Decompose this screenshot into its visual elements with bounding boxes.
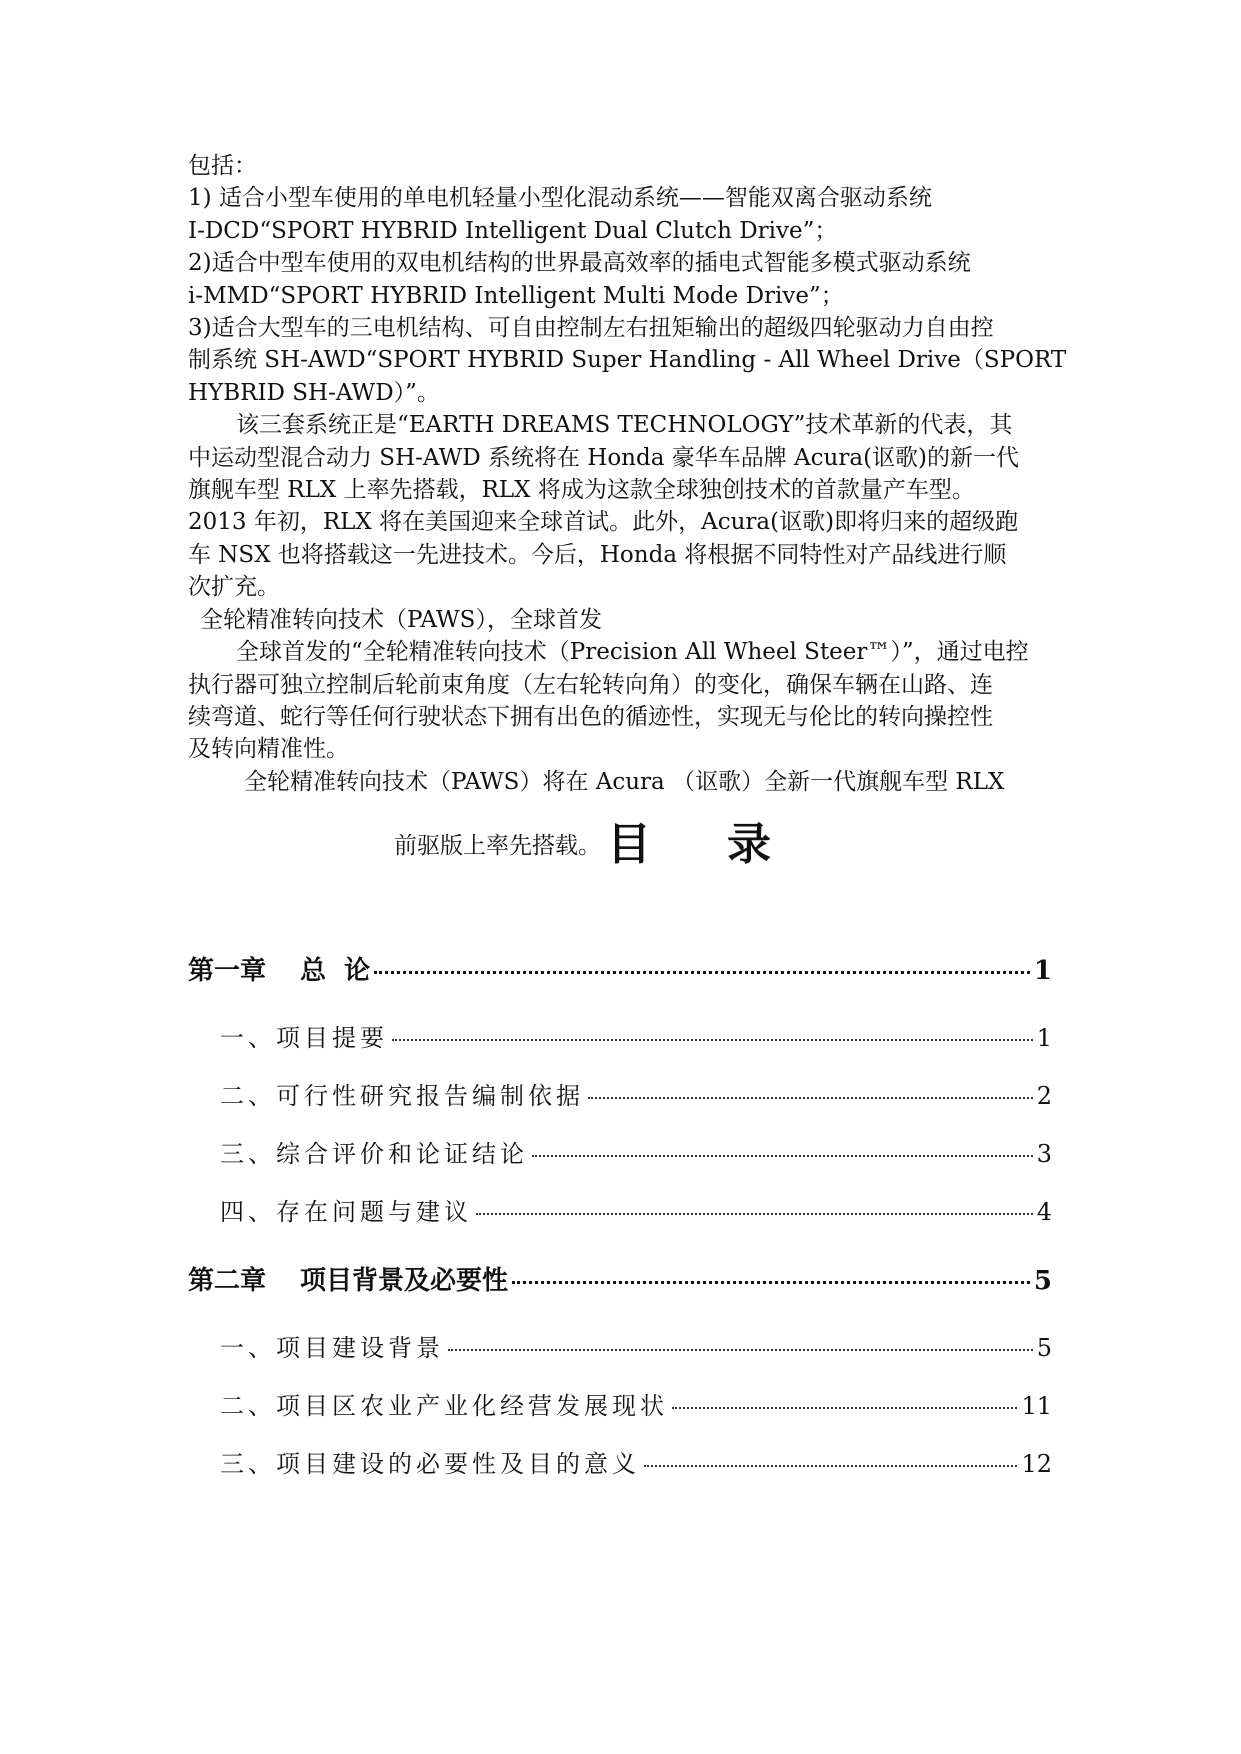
toc-page-number: 1 [1033,956,1052,986]
toc-chapter-number: 第一章 [188,956,267,986]
toc-page-number: 3 [1036,1140,1052,1168]
toc-entry-title: 二、可行性研究报告编制依据 [220,1082,584,1110]
paragraph-line: 2013 年初，RLX 将在美国迎来全球首试。此外，Acura(讴歌)即将归来的超级跑 [188,509,1019,536]
paragraph-line: 全轮精准转向技术（PAWS）将在 Acura （讴歌）全新一代旗舰车型 RLX [244,768,1005,795]
toc-chapter-title: 总 论 [300,956,371,986]
toc-page-number: 5 [1033,1266,1052,1296]
paragraph-line: HYBRID SH-AWD）”。 [188,379,440,406]
closing-line-with-toc-heading [0,808,1241,872]
paragraph-line: 该三套系统正是“EARTH DREAMS TECHNOLOGY”技术革新的代表，其 [236,412,1013,439]
toc-page-number: 5 [1036,1334,1052,1362]
toc-leader-dots [476,1213,1033,1215]
toc-leader-dots [644,1465,1017,1467]
toc-page-number: 4 [1036,1198,1052,1226]
toc-section-entry[interactable] [188,1386,1052,1421]
toc-chapter-entry[interactable] [188,950,1052,987]
toc-leader-dots [374,971,1030,974]
paragraph-line: I-DCD“SPORT HYBRID Intelligent Dual Clutch Drive”； [188,217,838,244]
toc-section-entry[interactable] [188,1018,1052,1053]
toc-leader-dots [532,1155,1033,1157]
paragraph-line: 3)适合大型车的三电机结构、可自由控制左右扭矩输出的超级四轮驱动力自由控 [188,315,994,342]
paragraph-line: 制系统 SH-AWD“SPORT HYBRID Super Handling - All Wheel Drive（SPORT [188,347,1067,374]
body-text [188,150,1068,798]
paragraph-line: 及转向精准性。 [188,736,349,763]
paragraph-line: 执行器可独立控制后轮前束角度（左右轮转向角）的变化，确保车辆在山路、连 [188,671,993,698]
paragraph-line: 车 NSX 也将搭载这一先进技术。今后，Honda 将根据不同特性对产品线进行顺 [188,541,1007,568]
toc-section-entry[interactable] [188,1444,1052,1479]
toc-section-entry[interactable] [188,1328,1052,1363]
toc-leader-dots [512,1281,1030,1284]
paragraph-line: 旗舰车型 RLX 上率先搭载，RLX 将成为这款全球独创技术的首款量产车型。 [188,477,975,504]
paragraph-line: 中运动型混合动力 SH-AWD 系统将在 Honda 豪华车品牌 Acura(讴歌)的新一代 [188,444,1020,471]
toc-entry-title [188,1260,508,1297]
paragraph-line: 次扩充。 [188,574,280,601]
toc-heading: 目录 [607,819,847,870]
toc-leader-dots [448,1349,1033,1351]
paragraph-line: 包括： [188,153,257,179]
paragraph-line: 2)适合中型车使用的双电机结构的世界最高效率的插电式智能多模式驱动系统 [188,250,971,277]
paragraph-line: 全球首发的“全轮精准转向技术（Precision All Wheel Steer™）”，通过电控 [236,639,1029,666]
toc-page-number: 2 [1036,1082,1052,1110]
section-subheading: 全轮精准转向技术（PAWS），全球首发 [200,606,602,633]
toc-page-number: 12 [1021,1450,1052,1478]
toc-entry-title: 三、项目建设的必要性及目的意义 [220,1450,640,1478]
toc-entry-title: 四、存在问题与建议 [220,1198,472,1226]
paragraph-line: 前驱版上率先搭载。 [394,833,601,859]
paragraph-line: 1) 适合小型车使用的单电机轻量小型化混动系统——智能双离合驱动系统 [188,185,932,212]
toc-chapter-number: 第二章 [188,1266,267,1296]
toc-entry-title [188,950,370,987]
toc-chapter-title: 项目背景及必要性 [300,1266,509,1296]
paragraph-line: 续弯道、蛇行等任何行驶状态下拥有出色的循迹性，实现无与伦比的转向操控性 [188,703,993,730]
toc-entry-title: 三、综合评价和论证结论 [220,1140,528,1168]
toc-page-number: 1 [1036,1024,1052,1052]
toc-leader-dots [672,1407,1017,1409]
toc-section-entry[interactable] [188,1192,1052,1227]
paragraph-line: i-MMD“SPORT HYBRID Intelligent Multi Mode Drive”； [188,282,844,309]
toc-section-entry[interactable] [188,1076,1052,1111]
toc-entry-title: 一、项目建设背景 [220,1334,444,1362]
toc-section-entry[interactable] [188,1134,1052,1169]
toc-entry-title: 一、项目提要 [220,1024,388,1052]
toc-chapter-entry[interactable] [188,1260,1052,1297]
toc-entry-title: 二、项目区农业产业化经营发展现状 [220,1392,668,1420]
toc-leader-dots [588,1097,1033,1099]
toc-leader-dots [392,1039,1033,1041]
toc-page-number: 11 [1021,1392,1052,1420]
